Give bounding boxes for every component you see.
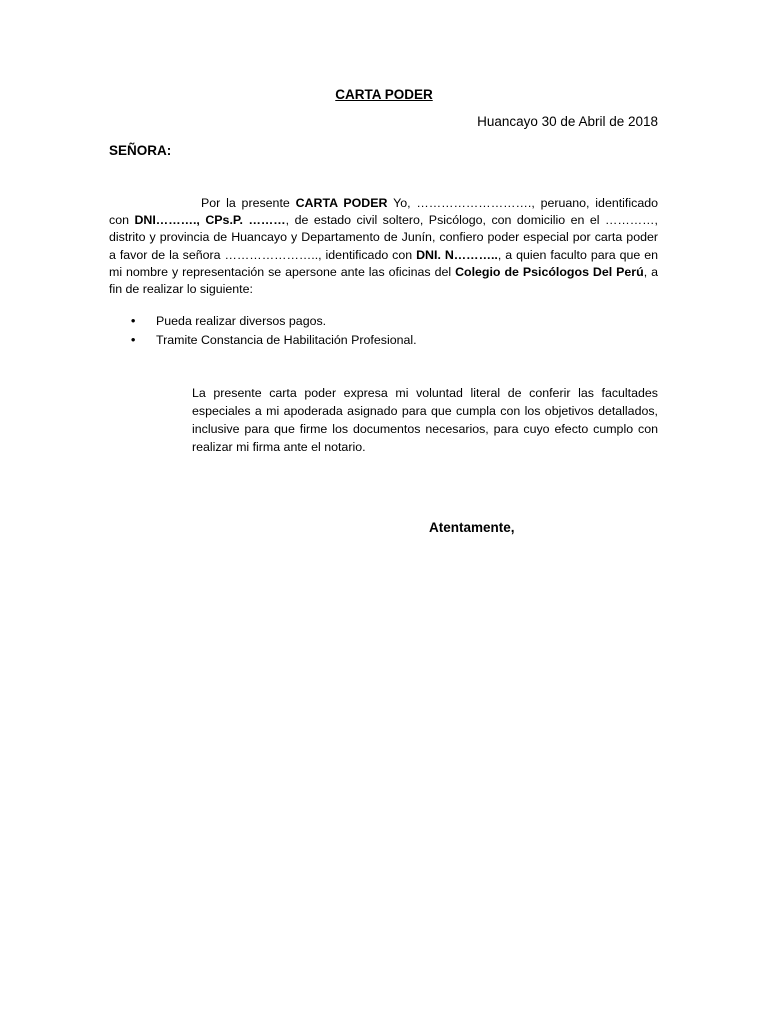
closing: Atentamente, — [429, 520, 515, 535]
list-item-text: Tramite Constancia de Habilitación Profesional. — [156, 333, 417, 347]
document-title: CARTA PODER — [335, 87, 433, 102]
paragraph-bold-carta-poder: CARTA PODER — [295, 196, 388, 210]
bullet-list — [109, 312, 658, 350]
paragraph-text-4: , a quien faculto para que en mi nombre y representación se apersone ante las oficinas del — [109, 247, 658, 279]
list-item — [109, 331, 658, 350]
list-item-text: Pueda realizar diversos pagos. — [156, 314, 327, 328]
paragraph-bold-colegio: Colegio de Psicólogos Del Perú — [455, 264, 644, 279]
paragraph-text-5: , a fin de realizar lo siguiente: — [109, 264, 658, 297]
document-date: Huancayo 30 de Abril de 2018 — [477, 114, 658, 129]
paragraph-text-1: Por la presente — [201, 196, 296, 210]
salutation: SEÑORA: — [109, 143, 172, 158]
bullet-icon: • — [131, 314, 136, 328]
second-paragraph: La presente carta poder expresa mi voluntad literal de conferir las facultades especiales a mi apoderada asignado para que cumpla con los objetivos detallados, inclusive para que firme los documentos necesarios, para cuyo efecto cumplo con realizar mi firma ante el notario. — [192, 386, 658, 454]
paragraph-bold-dni: DNI………., CPs.P. ……… — [134, 213, 286, 228]
paragraph-bold-dni-number: DNI. N……….. — [416, 247, 498, 262]
paragraph-text-2: Yo, ………………………., peruano, identificado con — [109, 196, 658, 228]
list-item — [109, 312, 658, 331]
main-paragraph — [109, 195, 658, 298]
bullet-icon: • — [131, 333, 136, 347]
paragraph-text-3: , de estado civil soltero, Psicólogo, con domicilio en el …………, distrito y provincia de Huancayo y Departamento de Junín, confiero poder especial por carta poder a favor de la señora ………………….., identificado con — [109, 213, 659, 262]
